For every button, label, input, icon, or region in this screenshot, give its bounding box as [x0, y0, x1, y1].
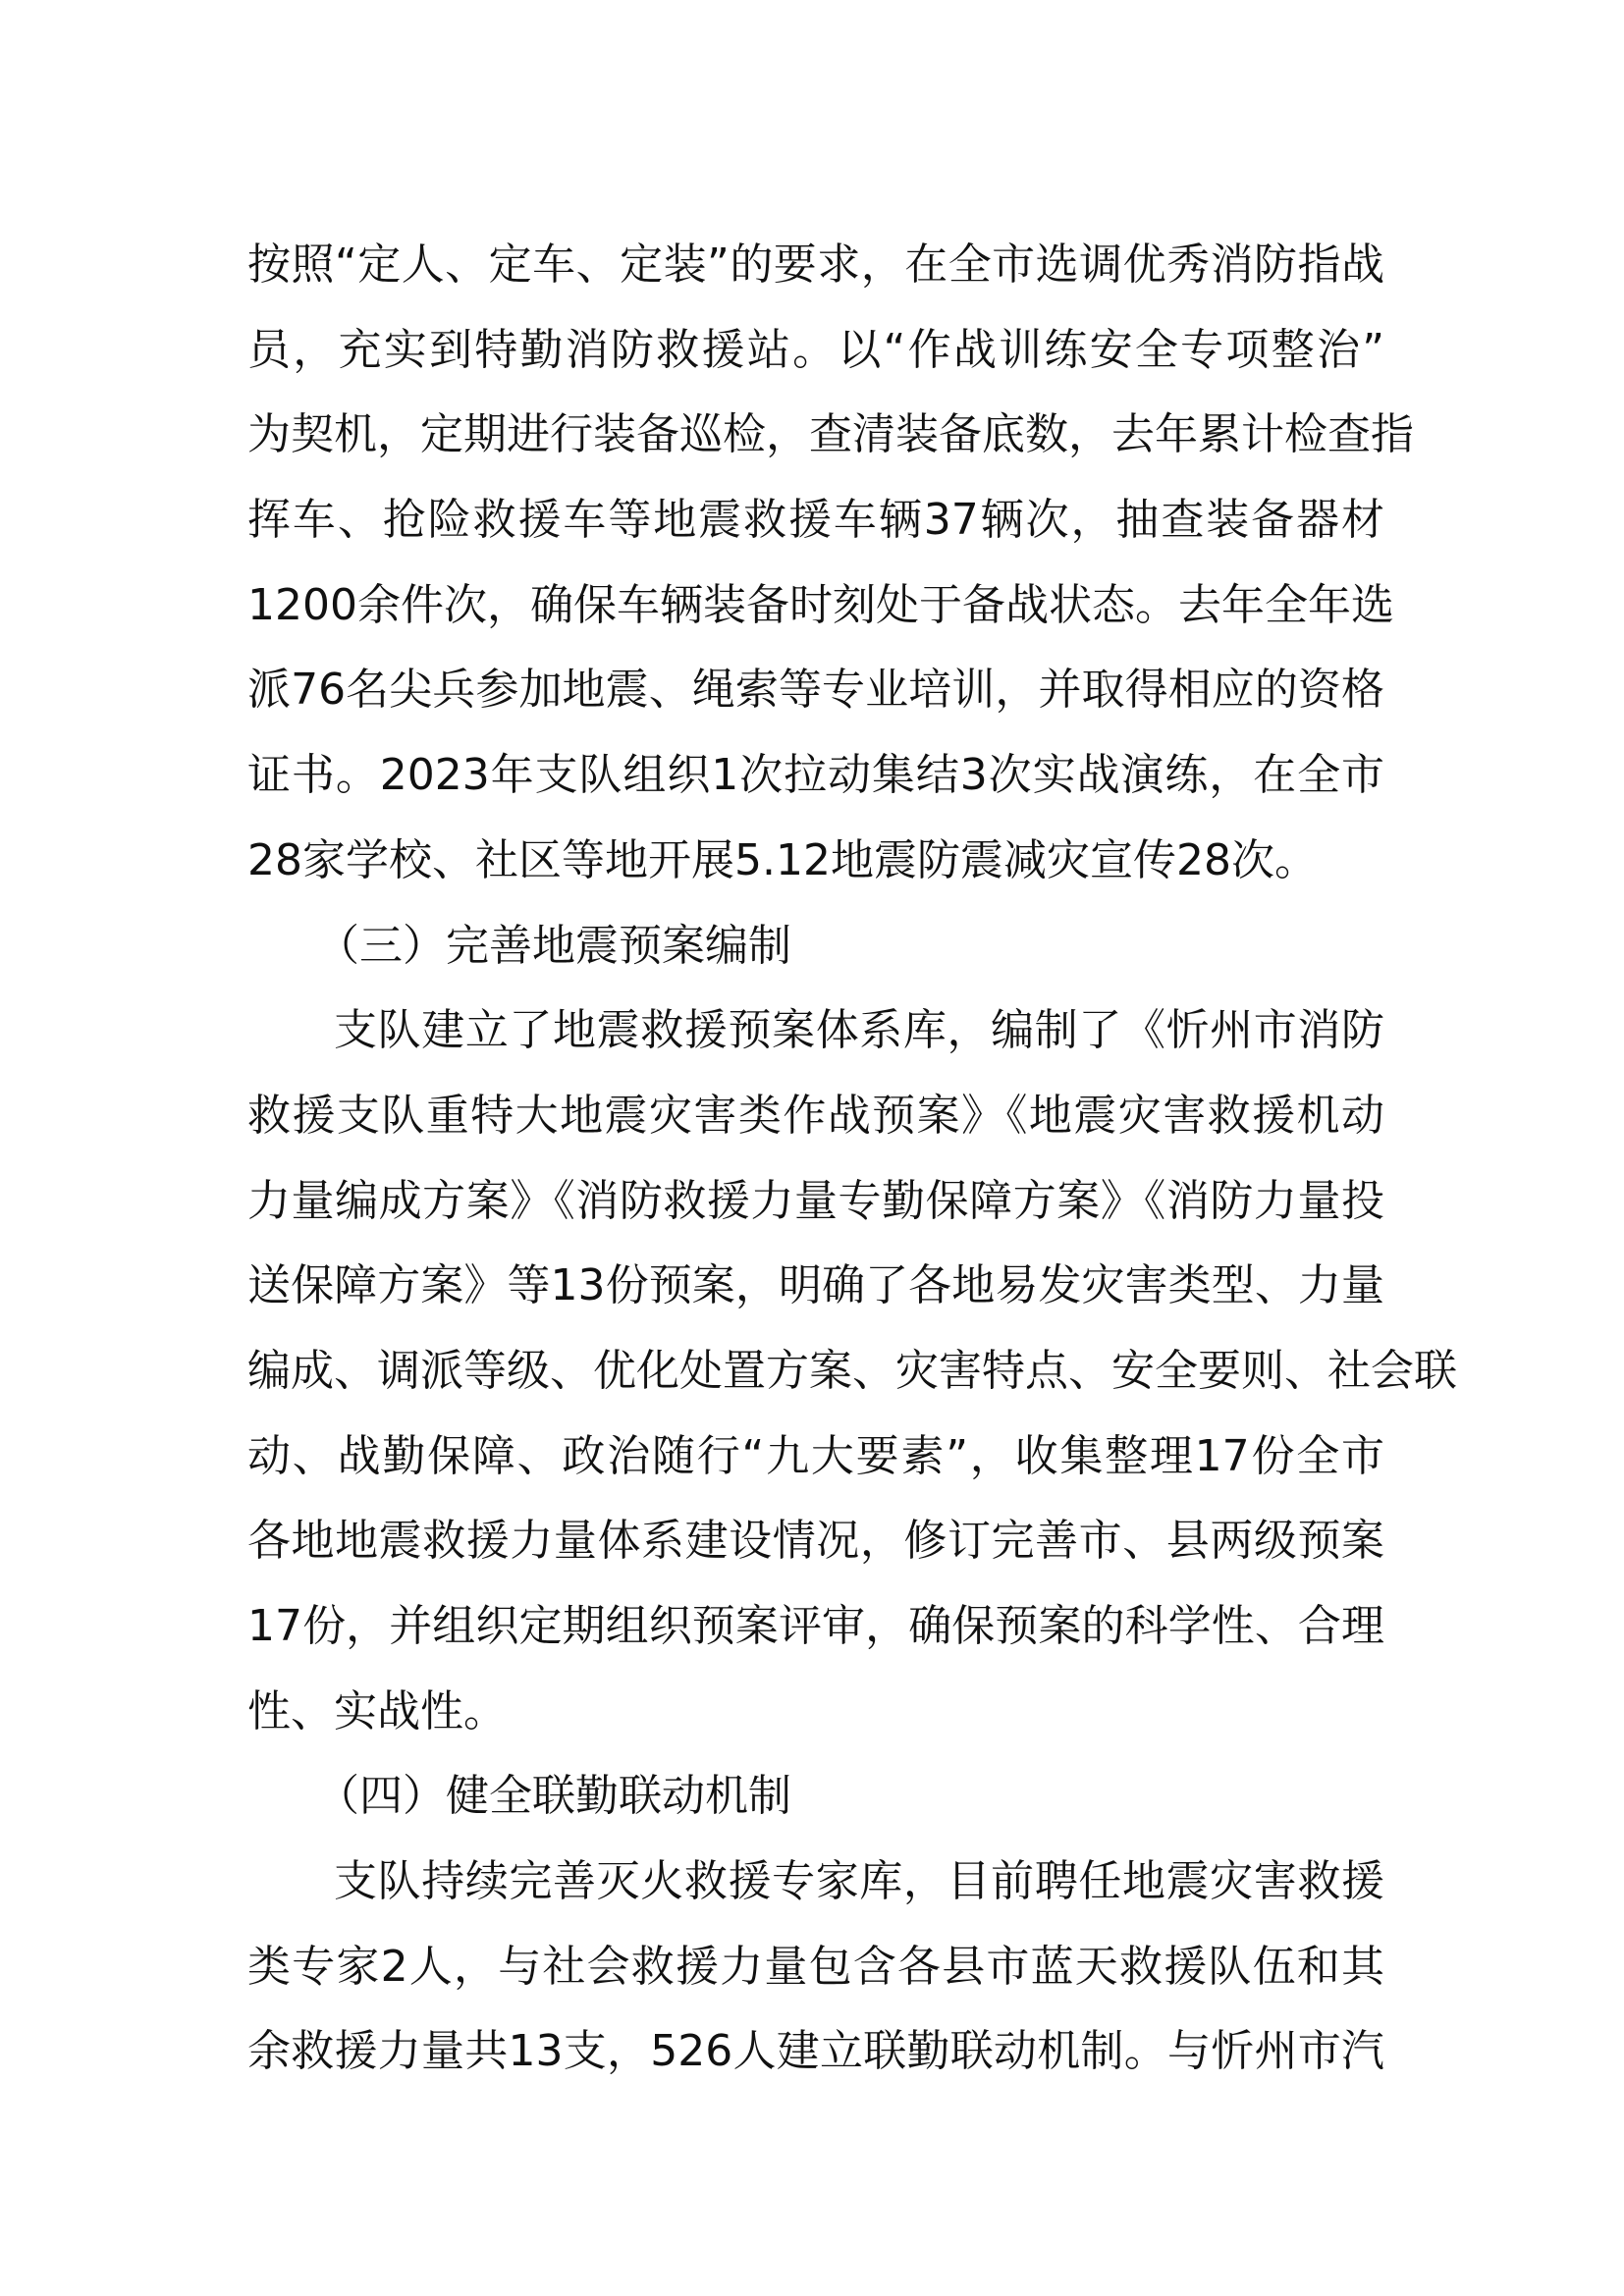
paragraph	[247, 988, 1457, 1754]
text-line: 员，充实到特勤消防救援站。以“作战训练安全专项整治”	[247, 324, 1384, 375]
text-line: 支队持续完善灭火救援专家库，目前聘任地震灾害救援	[334, 1856, 1384, 1907]
document-body	[247, 223, 1457, 2095]
section-heading: （四）健全联勤联动机制	[316, 1771, 791, 1822]
text-line: 证书。2023年支队组织1次拉动集结3次实战演练，在全市	[247, 750, 1384, 801]
text-line: 力量编成方案》《消防救援力量专勤保障方案》《消防力量投	[247, 1175, 1384, 1226]
text-line: 按照“定人、定车、定装”的要求，在全市选调优秀消防指战	[247, 240, 1384, 290]
text-line: 动、战勤保障、政治随行“九大要素”，收集整理17份全市	[247, 1430, 1384, 1481]
text-line: 为契机，定期进行装备巡检，查清装备底数，去年累计检查指	[247, 409, 1414, 460]
text-line: 各地地震救援力量体系建设情况，修订完善市、县两级预案	[247, 1516, 1384, 1567]
text-line: 救援支队重特大地震灾害类作战预案》《地震灾害救援机动	[247, 1090, 1384, 1141]
text-line: 送保障方案》等13份预案，明确了各地易发灾害类型、力量	[247, 1260, 1384, 1311]
text-line: 派76名尖兵参加地震、绳索等专业培训，并取得相应的资格	[247, 665, 1384, 716]
paragraph	[247, 1840, 1384, 2095]
text-line: 支队建立了地震救援预案体系库，编制了《忻州市消防	[334, 1005, 1384, 1056]
text-line: 28家学校、社区等地开展5.12地震防震减灾宣传28次。	[247, 834, 1318, 885]
text-line: 挥车、抢险救援车等地震救援车辆37辆次，抽查装备器材	[247, 495, 1384, 546]
text-line: 性、实战性。	[247, 1685, 507, 1736]
text-line: 编成、调派等级、优化处置方案、灾害特点、安全要则、社会联	[247, 1345, 1457, 1396]
text-line: 1200余件次，确保车辆装备时刻处于备战状态。去年全年选	[247, 579, 1394, 630]
section-heading: （三）完善地震预案编制	[316, 920, 791, 971]
paragraph	[247, 223, 1414, 904]
text-line: 17份，并组织定期组织预案评审，确保预案的科学性、合理	[247, 1601, 1384, 1651]
text-line: 类专家2人，与社会救援力量包含各县市蓝天救援队伍和其	[247, 1941, 1384, 1992]
text-line: 余救援力量共13支，526人建立联勤联动机制。与忻州市汽	[247, 2026, 1384, 2077]
